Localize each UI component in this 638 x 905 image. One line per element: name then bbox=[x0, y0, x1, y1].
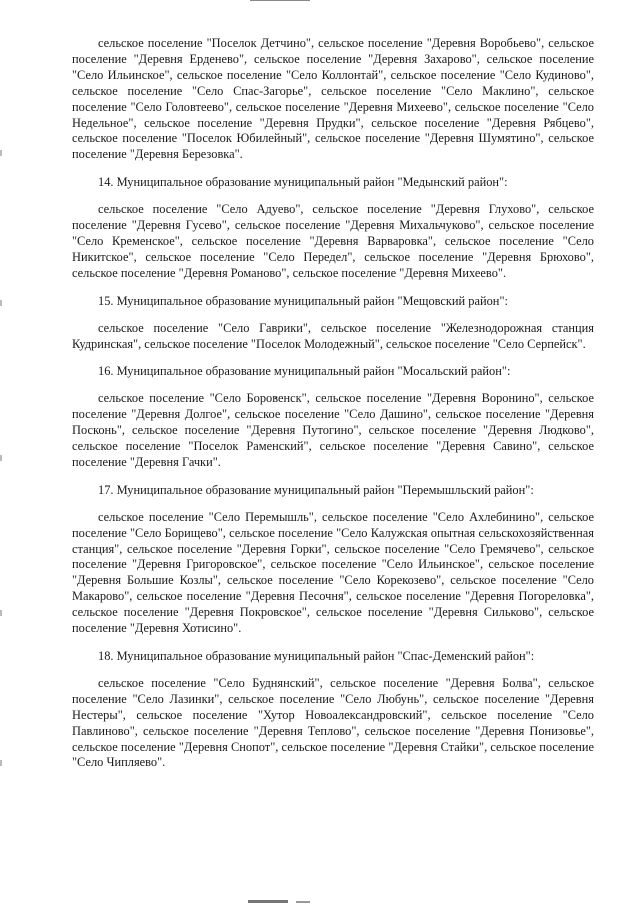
document-page bbox=[72, 36, 594, 771]
section-17-peremyshl-district bbox=[72, 483, 594, 637]
section-15-meshchovsk-district bbox=[72, 294, 594, 353]
section-text: сельское поселение "Село Перемышль", сельское поселение "Село Ахлебинино", сельское поселение "Село Борищево", сельское поселение "Село Калужская опытная сельскохозяйственная станция", сельское поселение "Деревня Горки", сельское поселение "Село Гремячево", сельское поселение "Деревня Григоровское", сельское поселение "Село Ильинское", сельское поселение "Деревня Большие Козлы", сельское поселение "Село Корекозево", сельское поселение "Село Макарово", сельское поселение "Деревня Песочня", сельское поселение "Деревня Погореловка", сельское поселение "Деревня Покровское", сельское поселение "Деревня Сильково", сельское поселение "Деревня Хотисино". bbox=[72, 509, 594, 636]
section-text: сельское поселение "Село Буднянский", сельское поселение "Деревня Болва", сельское поселение "Село Лазинки", сельское поселение "Село Любунь", сельское поселение "Деревня Нестеры", сельское поселение "Хутор Новоалександровский", сельское поселение "Село Павлиново", сельское поселение "Деревня Теплово", сельское поселение "Деревня Понизовье", сельское поселение "Деревня Снопот", сельское поселение "Деревня Стайки", сельское поселение "Село Чипляево". bbox=[72, 675, 594, 770]
section-16-mosalsk-district bbox=[72, 364, 594, 470]
intro-paragraph: сельское поселение "Поселок Детчино", сельское поселение "Деревня Воробьево", сельское поселение "Деревня Ерденево", сельское поселение "Деревня Захарово", сельское поселение "Село Ильинское", сельское поселение "Село Коллонтай", сельское поселение "Село Кудиново", сельское поселение "Село Спас-Загорье", сельское поселение "Село Маклино", сельское поселение "Село Головтеево", сельское поселение "Деревня Михеево", сельское поселение "Село Недельное", сельское поселение "Деревня Прудки", сельское поселение "Деревня Рябцево", сельское поселение "Поселок Юбилейный", сельское поселение "Деревня Шумятино", сельское поселение "Деревня Березовка". bbox=[72, 36, 594, 162]
scan-artifact-bottom bbox=[248, 900, 288, 903]
scan-artifact-top bbox=[250, 0, 310, 1]
section-heading: 17. Муниципальное образование муниципальный район "Перемышльский район": bbox=[98, 482, 534, 497]
section-heading: 18. Муниципальное образование муниципальный район "Спас-Деменский район": bbox=[98, 649, 535, 663]
section-14-medyn-district bbox=[72, 175, 594, 281]
section-18-spas-demensk-district bbox=[72, 649, 594, 771]
section-text: сельское поселение "Село Гаврики", сельское поселение "Железнодорожная станция Кудринская", сельское поселение "Поселок Молодежный", сельское поселение "Село Серпейск". bbox=[72, 320, 594, 351]
section-text: сельское поселение "Село Адуево", сельское поселение "Деревня Глухово", сельское поселение "Деревня Гусево", сельское поселение "Деревня Михальчуково", сельское поселение "Село Кременское", сельское поселение "Деревня Варваровка", сельское поселение "Село Никитское", сельское поселение "Село Передел", сельское поселение "Деревня Брюхово", сельское поселение "Деревня Романово", сельское поселение "Деревня Михеево". bbox=[72, 202, 594, 280]
section-heading: 14. Муниципальное образование муниципальный район "Медынский район": bbox=[98, 175, 508, 190]
scan-artifact-left-edge bbox=[0, 0, 3, 905]
scan-artifact-bottom-small bbox=[296, 901, 310, 903]
section-heading: 15. Муниципальное образование муниципальный район "Мещовский район": bbox=[98, 293, 508, 308]
section-heading: 16. Муниципальное образование муниципальный район "Мосальский район": bbox=[98, 364, 511, 379]
section-text: сельское поселение "Село Боровенск", сельское поселение "Деревня Воронино", сельское поселение "Деревня Долгое", сельское поселение "Село Дашино", сельское поселение "Деревня Посконь", сельское поселение "Деревня Путогино", сельское поселение "Деревня Людково", сельское поселение "Поселок Раменский", сельское поселение "Деревня Савино", сельское поселение "Деревня Гачки". bbox=[72, 391, 594, 469]
